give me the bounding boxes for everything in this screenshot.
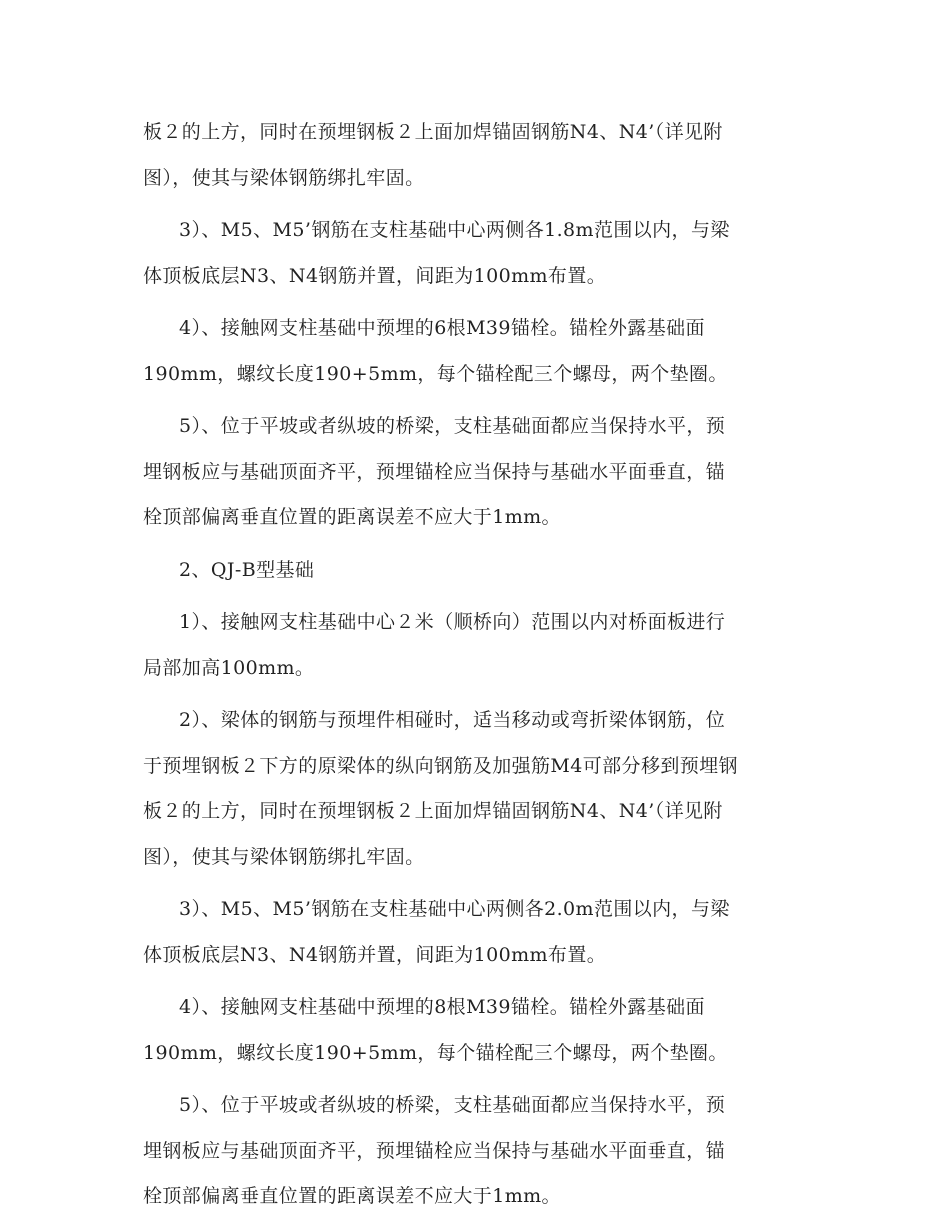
text-line: 板２的上方，同时在预埋钢板２上面加焊锚固钢筋N4、N4’（详见附 — [143, 800, 723, 822]
text-line: 栓顶部偏离垂直位置的距离误差不应大于1mm。 — [143, 1185, 561, 1207]
text-line: 埋钢板应与基础顶面齐平，预埋锚栓应当保持与基础水平面垂直，锚 — [143, 460, 726, 483]
paragraph-item-4 — [143, 306, 808, 397]
text-line: 图），使其与梁体钢筋绑扎牢固。 — [143, 845, 425, 868]
paragraph-item-5b — [143, 1083, 808, 1220]
paragraph-item-5 — [143, 404, 808, 541]
text-line: 4）、接触网支柱基础中预埋的6根M39锚栓。锚栓外露基础面 — [179, 317, 705, 339]
text-line: 体顶板底层N3、N4钢筋并置，间距为100mm布置。 — [143, 264, 607, 287]
paragraph-continuation — [143, 110, 808, 201]
text-line: 1）、接触网支柱基础中心２米（顺桥向）范围以内对桥面板进行 — [179, 611, 726, 633]
text-line: 埋钢板应与基础顶面齐平，预埋锚栓应当保持与基础水平面垂直，锚 — [143, 1139, 726, 1162]
text-line: 3）、M5、M5’钢筋在支柱基础中心两侧各2.0m范围以内，与梁 — [179, 898, 730, 920]
paragraph-item-3b — [143, 887, 808, 978]
text-line: 2、QJ-B型基础 — [179, 558, 315, 581]
text-line: 5）、位于平坡或者纵坡的桥梁，支柱基础面都应当保持水平，预 — [179, 1094, 726, 1116]
text-line: 栓顶部偏离垂直位置的距离误差不应大于1mm。 — [143, 506, 561, 528]
paragraph-item-4b — [143, 985, 808, 1076]
paragraph-item-1 — [143, 600, 808, 691]
document-body — [143, 110, 808, 1220]
paragraph-item-3 — [143, 208, 808, 299]
text-line: 5）、位于平坡或者纵坡的桥梁，支柱基础面都应当保持水平，预 — [179, 415, 726, 437]
text-line: 图），使其与梁体钢筋绑扎牢固。 — [143, 166, 425, 189]
text-line: 体顶板底层N3、N4钢筋并置，间距为100mm布置。 — [143, 943, 607, 966]
text-line: 2）、梁体的钢筋与预埋件相碰时，适当移动或弯折梁体钢筋，位 — [179, 709, 726, 731]
text-line: 3）、M5、M5’钢筋在支柱基础中心两侧各1.8m范围以内，与梁 — [179, 219, 730, 241]
text-line: 190mm，螺纹长度190+5mm，每个锚栓配三个螺母，两个垫圈。 — [143, 362, 728, 385]
paragraph-item-2 — [143, 698, 808, 880]
text-line: 局部加高100mm。 — [143, 656, 315, 679]
text-line: 板２的上方，同时在预埋钢板２上面加焊锚固钢筋N4、N4’（详见附 — [143, 121, 723, 143]
text-line: 于预埋钢板２下方的原梁体的纵向钢筋及加强筋M4可部分移到预埋钢 — [143, 754, 738, 777]
text-line: 190mm，螺纹长度190+5mm，每个锚栓配三个螺母，两个垫圈。 — [143, 1041, 728, 1064]
section-heading — [143, 548, 808, 594]
text-line: 4）、接触网支柱基础中预埋的8根M39锚栓。锚栓外露基础面 — [179, 996, 705, 1018]
